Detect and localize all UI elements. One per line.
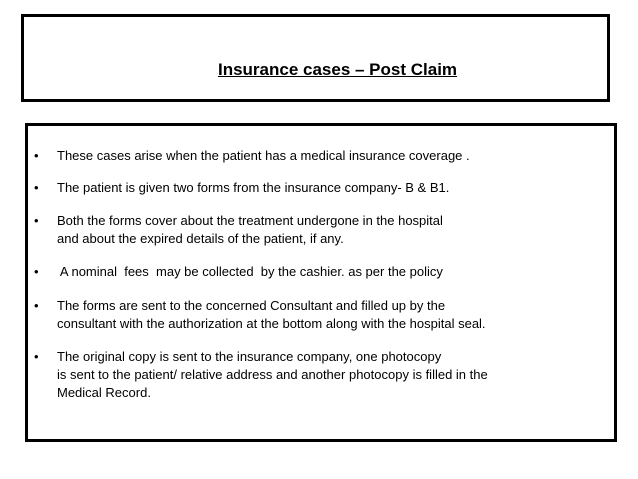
bullet-text: The patient is given two forms from the insurance company- B & B1.: [57, 180, 450, 195]
bullet-dot: •: [34, 264, 39, 279]
bullet-text: The forms are sent to the concerned Consultant and filled up by the consultant with the authorization at the bottom along with the hospital seal.: [57, 298, 486, 331]
bullet-text: The original copy is sent to the insurance company, one photocopy is sent to the patient/ relative address and another photocopy is filled in the Medical Record.: [57, 349, 488, 400]
bullet-text: A nominal fees may be collected by the cashier. as per the policy: [57, 264, 443, 279]
bullet-dot: •: [34, 213, 39, 228]
bullet-text: These cases arise when the patient has a medical insurance coverage .: [57, 148, 470, 163]
content-box: [25, 123, 617, 442]
bullet-dot: •: [34, 180, 39, 195]
bullet-dot: •: [34, 148, 39, 163]
title-box: [21, 14, 610, 102]
slide-title: Insurance cases – Post Claim: [217, 60, 458, 79]
bullet-dot: •: [34, 349, 39, 364]
bullet-dot: •: [34, 298, 39, 313]
bullet-text: Both the forms cover about the treatment undergone in the hospital and about the expired details of the patient, if any.: [57, 213, 443, 246]
